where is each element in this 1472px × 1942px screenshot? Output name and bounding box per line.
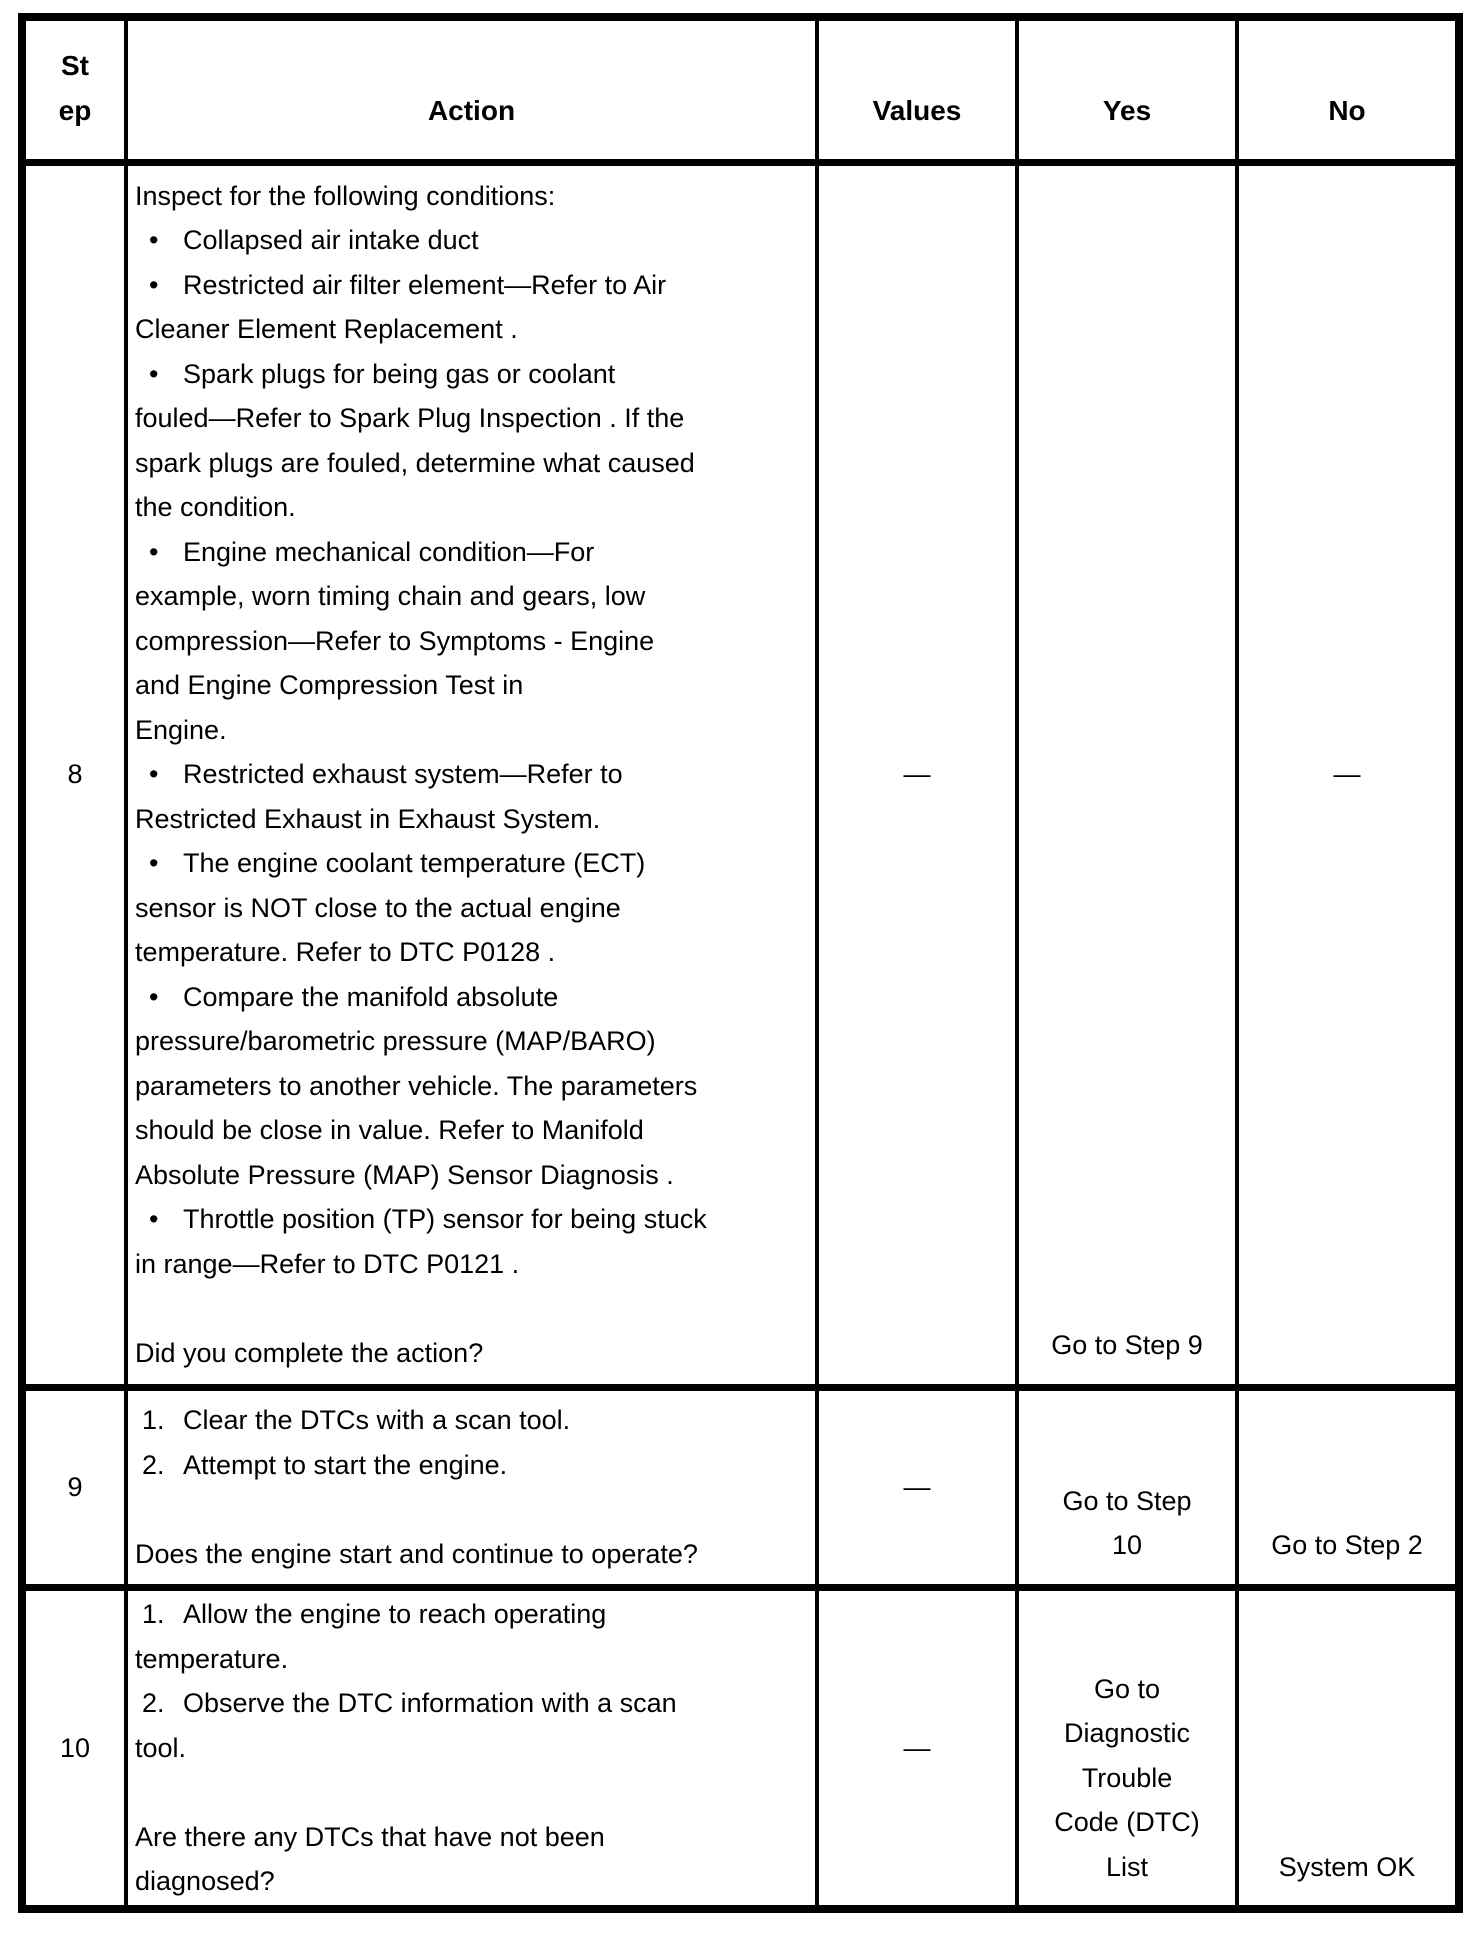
line-text: Clear the DTCs with a scan tool. — [183, 1405, 571, 1435]
text-line — [135, 708, 809, 753]
line-text: temperature. Refer to DTC P0128 . — [135, 937, 556, 968]
line-text: pressure/barometric pressure (MAP/BARO) — [135, 1026, 656, 1057]
line-text: Engine mechanical condition—For — [183, 536, 595, 567]
bullet-marker: • — [149, 536, 159, 567]
text-line — [135, 574, 809, 619]
action-cell — [126, 1387, 817, 1587]
values-cell: — — [817, 1387, 1017, 1587]
number-marker: 1. — [142, 1599, 165, 1629]
column-header-no: No — [1237, 17, 1459, 162]
line-text: parameters to another vehicle. The parameters — [135, 1070, 698, 1101]
yes-cell — [1017, 162, 1237, 1387]
no-cell: — — [1237, 162, 1459, 1387]
text-line — [135, 663, 809, 708]
yes-text — [1019, 1479, 1235, 1568]
text-line — [142, 1681, 809, 1726]
line-text: fouled—Refer to Spark Plug Inspection . If the — [135, 403, 685, 434]
no-cell — [1237, 1387, 1459, 1587]
no-text — [1239, 1845, 1455, 1890]
number-marker: 2. — [142, 1449, 165, 1480]
text-line — [1239, 1523, 1455, 1568]
text-line — [135, 485, 809, 530]
action-cell — [126, 162, 817, 1387]
line-text: Go to Step 2 — [1271, 1530, 1423, 1560]
header-row — [22, 17, 1459, 162]
line-text: Compare the manifold absolute — [183, 981, 559, 1012]
table-row-step-8 — [22, 162, 1459, 1387]
line-text: The engine coolant temperature (ECT) — [183, 848, 646, 879]
text-line — [149, 263, 809, 308]
table-row-step-10 — [22, 1587, 1459, 1909]
line-text: Engine. — [135, 714, 227, 745]
text-line — [142, 1592, 809, 1637]
action-text — [135, 174, 809, 1376]
text-line — [149, 841, 809, 886]
no-text — [1239, 1523, 1455, 1568]
bullet-marker: • — [149, 848, 159, 879]
text-line — [135, 1726, 809, 1771]
text-line — [1019, 1479, 1235, 1524]
no-cell — [1237, 1587, 1459, 1909]
values-cell: — — [817, 162, 1017, 1387]
line-text — [135, 1777, 143, 1807]
text-line — [135, 174, 809, 219]
line-text: temperature. — [135, 1643, 289, 1674]
line-text: Observe the DTC information with a scan — [183, 1688, 677, 1718]
line-text: Trouble — [1081, 1762, 1173, 1793]
step-number: 9 — [22, 1387, 126, 1587]
column-header-yes: Yes — [1017, 17, 1237, 162]
text-line — [135, 441, 809, 486]
text-line — [149, 530, 809, 575]
text-line — [149, 352, 809, 397]
text-line — [149, 218, 809, 263]
yes-text — [1019, 1323, 1235, 1368]
text-line — [1019, 1523, 1235, 1568]
text-line — [135, 1637, 809, 1682]
line-text: Restricted air filter element—Refer to Air — [183, 269, 667, 300]
text-line — [135, 1108, 809, 1153]
line-text — [135, 1293, 143, 1323]
number-marker: 2. — [142, 1688, 165, 1718]
yes-cell — [1017, 1587, 1237, 1909]
text-line — [142, 1443, 809, 1488]
diagnostic-steps-table — [18, 13, 1463, 1913]
line-text: tool. — [135, 1732, 187, 1763]
text-line — [135, 1286, 809, 1331]
step-number: 10 — [22, 1587, 126, 1909]
text-line — [142, 1398, 809, 1443]
text-line — [135, 619, 809, 664]
line-text: Throttle position (TP) sensor for being stuck — [183, 1204, 707, 1235]
text-line — [135, 1815, 809, 1860]
text-line — [135, 1242, 809, 1287]
bullet-marker: • — [149, 225, 159, 256]
bullet-marker: • — [149, 981, 159, 1012]
step-header-line2: ep — [58, 94, 92, 126]
text-line — [135, 1019, 809, 1064]
text-line — [1019, 1845, 1235, 1890]
action-cell — [126, 1587, 817, 1909]
line-text: Inspect for the following conditions: — [135, 180, 556, 211]
action-text — [135, 1398, 809, 1576]
line-text: Go to — [1093, 1673, 1161, 1704]
yes-text — [1019, 1667, 1235, 1890]
line-text: sensor is NOT close to the actual engine — [135, 892, 621, 923]
line-text: Code (DTC) — [1054, 1807, 1200, 1837]
values-cell: — — [817, 1587, 1017, 1909]
line-text: spark plugs are fouled, determine what caused — [135, 447, 695, 478]
action-text — [135, 1592, 809, 1904]
line-text: Spark plugs for being gas or coolant — [183, 358, 616, 389]
line-text: Diagnostic — [1063, 1718, 1191, 1748]
bullet-marker: • — [149, 269, 159, 300]
line-text: Collapsed air intake duct — [183, 225, 479, 256]
text-line — [135, 1153, 809, 1198]
line-text: Does the engine start and continue to operate? — [135, 1538, 698, 1569]
bullet-marker: • — [149, 1204, 159, 1235]
line-text: Go to Step — [1062, 1485, 1192, 1516]
text-line — [135, 1770, 809, 1815]
line-text: and Engine Compression Test in — [135, 670, 524, 701]
text-line — [135, 1064, 809, 1109]
line-text: Did you complete the action? — [135, 1337, 484, 1368]
text-line — [1019, 1323, 1235, 1368]
line-text: Allow the engine to reach operating — [183, 1599, 607, 1629]
line-text: the condition. — [135, 492, 296, 523]
number-marker: 1. — [142, 1405, 165, 1435]
text-line — [1019, 1756, 1235, 1801]
line-text: in range—Refer to DTC P0121 . — [135, 1248, 520, 1279]
text-line — [135, 1859, 809, 1904]
text-line — [135, 930, 809, 975]
line-text: Go to Step 9 — [1051, 1330, 1203, 1360]
column-header-values: Values — [817, 17, 1017, 162]
table-row-step-9 — [22, 1387, 1459, 1587]
text-line — [1019, 1800, 1235, 1845]
line-text: Attempt to start the engine. — [183, 1449, 508, 1480]
bullet-marker: • — [149, 759, 159, 790]
text-line — [135, 886, 809, 931]
text-line — [135, 1331, 809, 1376]
text-line — [149, 752, 809, 797]
text-line — [135, 1487, 809, 1532]
text-line — [135, 396, 809, 441]
line-text: Restricted exhaust system—Refer to — [183, 759, 623, 790]
text-line — [135, 1532, 809, 1577]
line-text — [135, 1494, 143, 1524]
line-text: example, worn timing chain and gears, low — [135, 581, 646, 612]
line-text: Absolute Pressure (MAP) Sensor Diagnosis . — [135, 1159, 674, 1190]
column-header-action: Action — [126, 17, 817, 162]
line-text: diagnosed? — [135, 1866, 275, 1896]
text-line — [1239, 1845, 1455, 1890]
line-text: Are there any DTCs that have not been — [135, 1821, 605, 1852]
text-line — [1019, 1711, 1235, 1756]
line-text: Cleaner Element Replacement . — [135, 314, 518, 345]
line-text: System OK — [1278, 1851, 1416, 1882]
line-text: List — [1105, 1851, 1149, 1882]
text-line — [149, 975, 809, 1020]
text-line — [149, 1197, 809, 1242]
text-line — [1019, 1667, 1235, 1712]
bullet-marker: • — [149, 358, 159, 389]
yes-cell — [1017, 1387, 1237, 1587]
step-number: 8 — [22, 162, 126, 1387]
line-text: compression—Refer to Symptoms - Engine — [135, 625, 655, 656]
line-text: 10 — [1111, 1530, 1143, 1560]
column-header-step — [22, 17, 126, 162]
text-line — [135, 307, 809, 352]
text-line — [135, 797, 809, 842]
line-text: should be close in value. Refer to Manifold — [135, 1115, 644, 1146]
line-text: Restricted Exhaust in Exhaust System. — [135, 803, 601, 834]
step-header-line1: St — [61, 49, 89, 81]
